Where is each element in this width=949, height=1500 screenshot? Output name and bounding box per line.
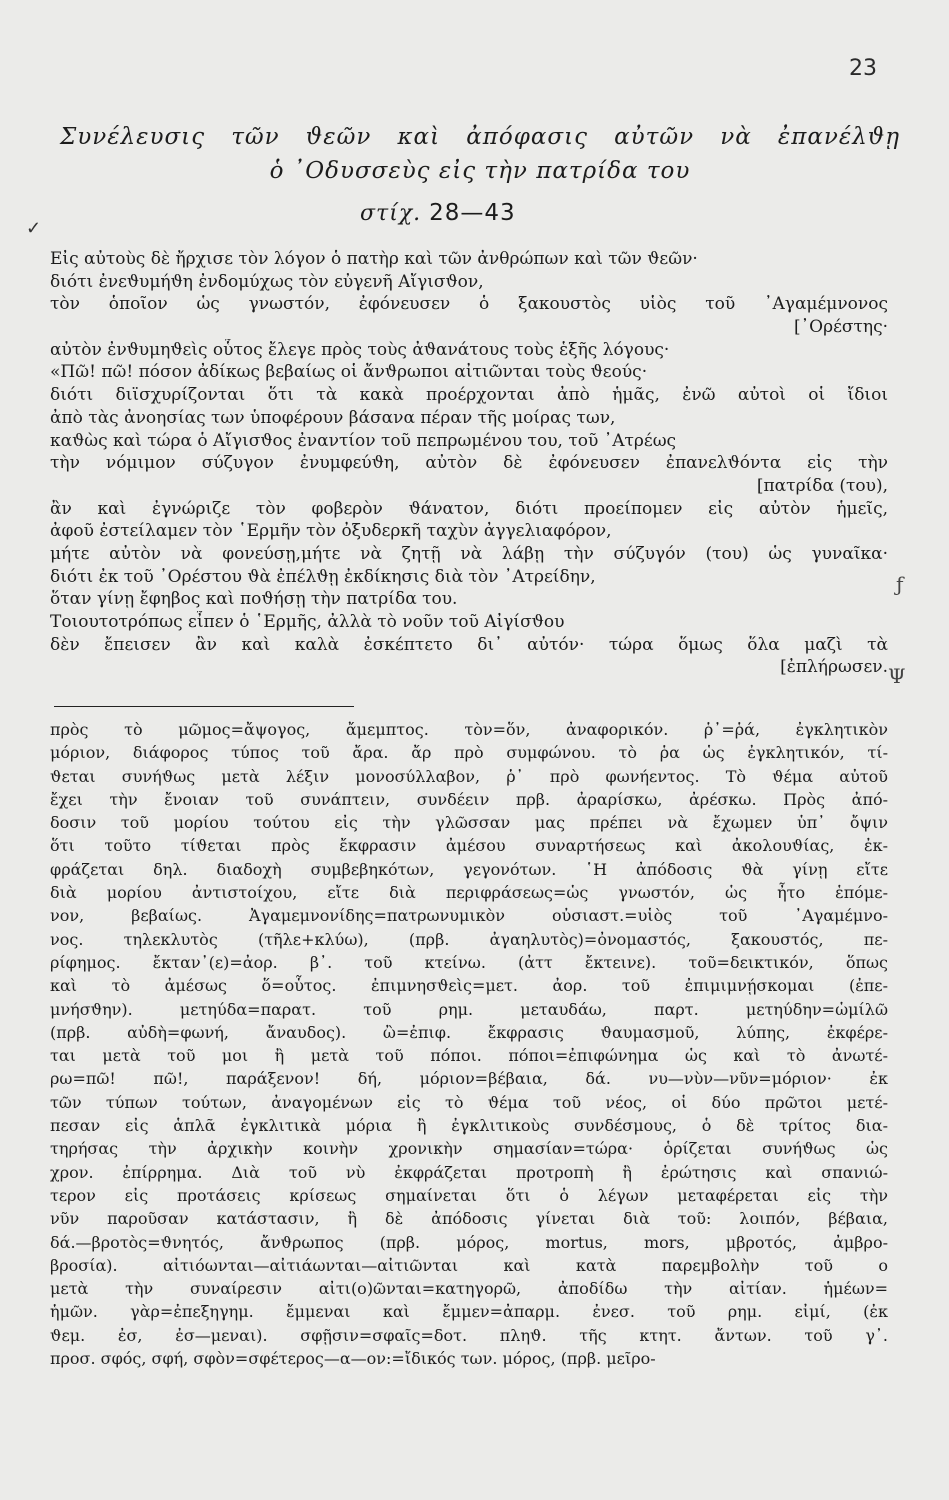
footnote-line: πεσαν εἰς ἁπλᾶ ἐγκλιτικὰ μόρια ἢ ἐγκλιτικοὺς συνδέσμους, ὁ δὲ τρίτος δια- [50,1116,888,1136]
footnote-line: νον, βεβαίως. Ἀγαμεμνονίδης=πατρωνυμικὸν οὐσιαστ.=υἱὸς τοῦ ᾿Αγαμέμνο- [50,906,888,926]
poem-line: ἀφοῦ ἐστείλαμεν τὸν ῾Ερμῆν τὸν ὀξυδερκῆ ταχὺν ἀγγελιαφόρον, [50,521,612,542]
footnote-line: τῶν τύπων τούτων, ἀναγομένων εἰς τὸ ϑέμα τοῦ νέος, οἱ δύο πρῶτοι μετέ- [50,1092,888,1112]
poem-line: ἀπὸ τὰς ἀνοησίας των ὑποφέρουν βάσανα πέραν τῆς μοίρας των, [50,407,616,428]
poem-line: μήτε αὐτὸν νὰ φονεύσῃ,μήτε νὰ ζητῇ νὰ λάβῃ τὴν σύζυγόν (του) ὡς γυναῖκα· [50,543,888,564]
margin-mark-icon: Ψ [888,664,906,688]
poem-line: διότι διϊσχυρίζονται ὅτι τὰ κακὰ προέρχονται ἀπὸ ἡμᾶς, ἐνῶ αὐτοὶ οἱ ἴδιοι [50,385,888,406]
footnote-line: ται μετὰ τοῦ μοι ἢ μετὰ τοῦ πόποι. πόποι=ἐπιφώνημα ὡς καὶ τὸ ἀνωτέ- [50,1046,888,1066]
poem-line: ἂν καὶ ἐγνώριζε τὸν φοβερὸν ϑάνατον, διότι προείπομεν εἰς αὐτὸν ἡμεῖς, [50,498,888,519]
footnote-line: δοσιν τοῦ μορίου τούτου εἰς τὴν γλῶσσαν μας πρέπει νὰ ἔχωμεν ὑπ᾿ ὄψιν [50,813,888,833]
poem-line: Εἰς αὐτοὺς δὲ ἤρχισε τὸν λόγον ὁ πατὴρ καὶ τῶν ἀνθρώπων καὶ τῶν ϑεῶν· [50,249,698,269]
footnote-line: ϑεται συνήϑως μετὰ λέξιν μονοσύλλαβον, ῥ᾿ πρὸ φωνήεντος. Τὸ ϑέμα αὐτοῦ [50,766,888,786]
chapter-title-line-2: ὁ ᾿Οδυσσεὺς εἰς τὴν πατρίδα του [269,158,691,184]
footnote-line: χρον. ἐπίρρημα. Διὰ τοῦ νὺ ἐκφράζεται προτροπὴ ἢ ἐρώτησις καὶ σπανιώ- [50,1162,888,1182]
footnote-line: βροσία). αἰτιόωνται—αἰτιάωνται—αἰτιῶνται καὶ κατὰ παρεμβολὴν τοῦ ο [50,1255,888,1275]
footnote-line: τερον εἰς προτάσεις κρίσεως σημαίνεται ὅτι ὁ λέγων μεταφέρεται εἰς τὴν [50,1185,888,1205]
footnote-line: μνήσϑην). μετηύδα=παρατ. τοῦ ρημ. μεταυδάω, παρτ. μετηύδην=ὡμίλῶ [50,999,888,1019]
poem-line: [᾿Ορέστης· [794,317,888,338]
poem-line: [ἐπλήρωσεν. [780,657,888,678]
poem-line: διότι ἐκ τοῦ ᾿Ορέστου ϑὰ ἐπέλϑῃ ἐκδίκησις διὰ τὸν ᾿Ατρείδην, [50,566,596,587]
footnote-line: φράζεται δηλ. διαδοχὴ συμβεβηκότων, γεγονότων. ῾Η ἀπόδοσις ϑὰ γίνῃ εἴτε [50,859,888,879]
poem-line: καϑὼς καὶ τώρα ὁ Αἴγισϑος ἐναντίον τοῦ πεπρωμένου του, τοῦ ᾿Ατρέως [50,430,677,451]
verses-reference [360,200,660,226]
footnote-line: ρω=πῶ! πῶ!, παράξενον! δή, μόριον=βέβαια, δά. νυ—νὺν—νῦν=μόριον· ἐκ [50,1069,888,1089]
poem-translation [50,248,888,679]
footnote-line: ἔχει τὴν ἔνοιαν τοῦ συνάπτειν, συνδέειν πρβ. ἀραρίσκω, ἀρέσκω. Πρὸς ἀπό- [50,789,888,809]
footnote-line: νος. τηλεκλυτὸς (τῆλε+κλύω), (πρβ. ἀγαηλυτὸς)=ὀνομαστός, ξακουστός, πε- [50,929,888,949]
poem-line: ὅταν γίνῃ ἔφηβος καὶ ποϑήσῃ τὴν πατρίδα του. [50,589,458,610]
page-number: 23 [849,56,877,81]
margin-mark-icon: ƒ [896,572,904,596]
footnote-line: (πρβ. αὐδὴ=φωνή, ἄναυδος). ὢ=ἐπιφ. ἔκφρασις ϑαυμασμοῦ, λύπης, ἐκφέρε- [50,1022,888,1042]
footnote-line: δά.—βροτὸς=ϑνητός, ἄνϑρωπος (πρβ. μόρος, mortus, mors, μβροτός, ἀμβρο- [50,1232,888,1252]
footnote-line: τηρήσας τὴν ἀρχικὴν κοινὴν χρονικὴν σημασίαν=τώρα· ὁρίζεται συνήϑως ὡς [50,1139,888,1159]
footnote-line: μόριον, διάφορος τύπος τοῦ ἄρα. ἄρ πρὸ συμφώνου. τὸ ῥα ὡς ἐγκλητικόν, τί- [50,743,888,763]
footnote-line: ϑεμ. ἐσ, ἐσ—μεναι). σφῇσιν=σφαῖς=δοτ. πληϑ. τῆς κτητ. ἄντων. τοῦ γ᾿. [50,1325,888,1345]
footnote-line: νῦν παροῦσαν κατάστασιν, ἢ δὲ ἀπόδοσις γίνεται διὰ τοῦ: λοιπόν, βέβαια, [50,1209,888,1229]
footnote-line: ρίφημος. ἔκταν᾿(ε)=ἀορ. β᾿. τοῦ κτείνω. (ἀττ ἔκτεινε). τοῦ=δεικτικόν, ὅπως [50,952,888,972]
check-mark-icon: ✓ [26,218,42,239]
footnote-line: πρὸς τὸ μῶμος=ἄψογος, ἄμεμπτος. τὸν=ὅν, ἀναφορικόν. ῥ᾿=ῥά, ἐγκλητικὸν [50,720,888,739]
verses-range: 28—43 [429,200,516,226]
footnote-divider [54,706,354,707]
poem-line: διότι ἐνεϑυμήϑη ἐνδομύχως τὸν εὐγενῆ Αἴγισϑον, [50,271,484,292]
footnote-line: ἡμῶν. γὰρ=ἐπεξηγημ. ἔμμεναι καὶ ἔμμεν=ἀπαρμ. ἐνεσ. τοῦ ρημ. εἰμί, (ἐκ [50,1302,888,1322]
poem-line: τὴν νόμιμον σύζυγον ἐνυμφεύϑη, αὐτὸν δὲ ἐφόνευσεν ἐπανελϑόντα εἰς τὴν [50,453,888,474]
poem-line: [πατρίδα (του), [756,475,888,496]
poem-line: τὸν ὁποῖον ὡς γνωστόν, ἐφόνευσεν ὁ ξακουστὸς υἱὸς τοῦ ᾿Αγαμέμνονος [50,294,888,315]
chapter-title-line-1: Συνέλευσις τῶν ϑεῶν καὶ ἀπόφασις αὐτῶν νὰ ἐπανέλϑῃ [60,124,900,150]
footnotes [50,718,888,1370]
poem-line: δὲν ἔπεισεν ἂν καὶ καλὰ ἐσκέπτετο δι᾿ αὐτόν· τώρα ὅμως ὅλα μαζὶ τὰ [50,634,888,655]
footnote-line: μετὰ τὴν συναίρεσιν αἰτι(ο)ῶνται=κατηγορῶ, ἀποδίδω τὴν αἰτίαν. ἡμέων= [50,1279,888,1299]
footnote-line: καὶ τὸ ἀμέσως ὅ=οὗτος. ἐπιμνησϑεὶς=μετ. ἀορ. τοῦ ἐπιμιμνῄσκομαι (ἐπε- [50,976,888,996]
footnote-line: διὰ μορίου ἀντιστοίχου, εἴτε διὰ περιφράσεως=ὡς γνωστόν, ὡς ἦτο ἑπόμε- [50,883,888,903]
verses-label: στίχ. [360,201,422,226]
poem-line: αὐτὸν ἐνϑυμηϑεὶς οὗτος ἔλεγε πρὸς τοὺς ἀϑανάτους τοὺς ἑξῆς λόγους· [50,339,670,360]
poem-line: Τοιουτοτρόπως εἶπεν ὁ ῾Ερμῆς, ἀλλὰ τὸ νοῦν τοῦ Αἰγίσϑου [50,612,565,632]
footnote-line: ὅτι τοῦτο τίϑεται πρὸς ἔκφρασιν ἀμέσου συναρτήσεως καὶ ἀκολουϑίας, ἐκ- [50,836,888,856]
poem-line: «Πῶ! πῶ! πόσον ἀδίκως βεβαίως οἱ ἄνϑρωποι αἰτιῶνται τοὺς ϑεούς· [50,362,648,383]
footnote-line: προσ. σφός, σφή, σφὸν=σφέτερος—α—ον:=ἴδικός των. μόρος, (πρβ. μεῖρο- [50,1349,656,1369]
